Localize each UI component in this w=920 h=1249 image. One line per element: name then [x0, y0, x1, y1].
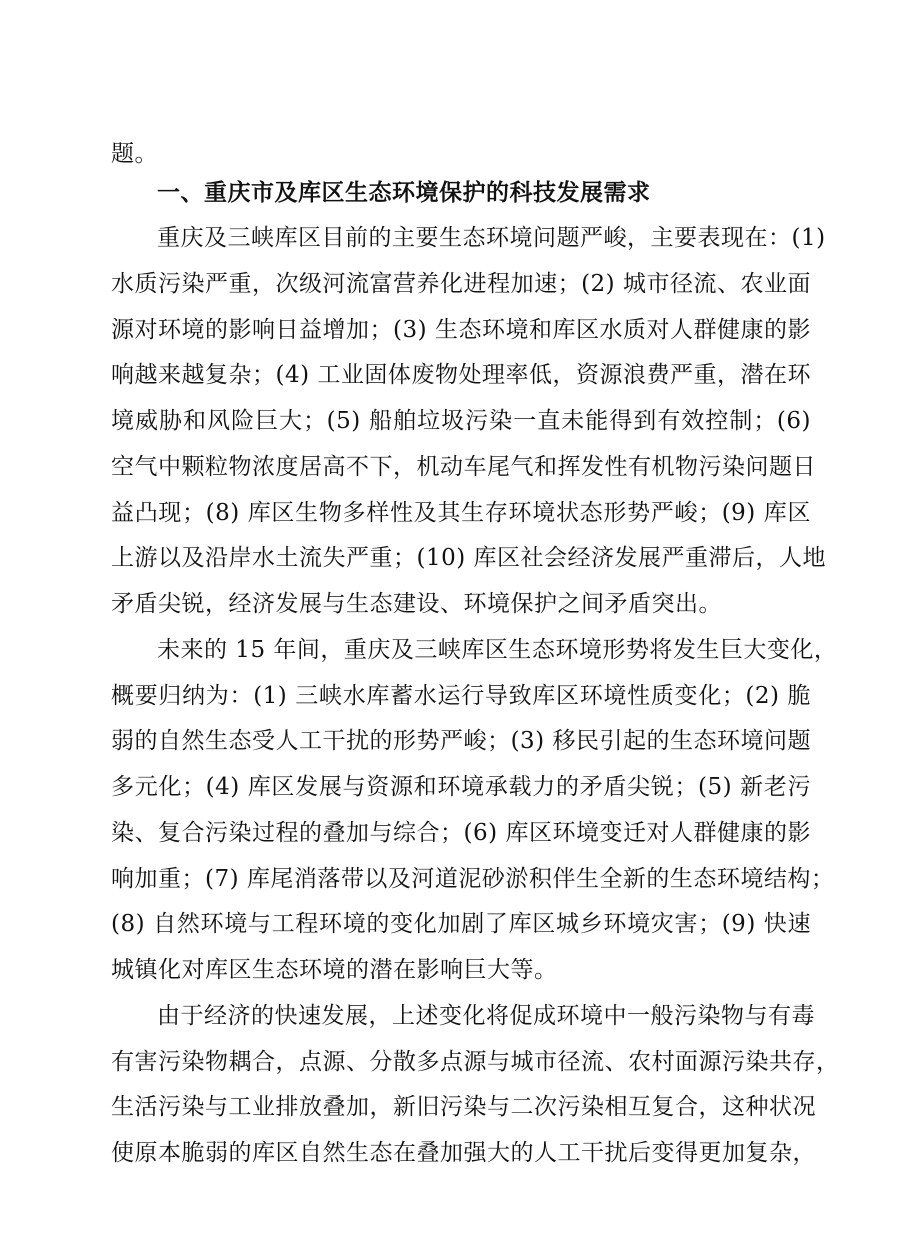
paragraph1-line: 重庆及三峡库区目前的主要生态环境问题严峻，主要表现在：(1) — [157, 225, 826, 251]
paragraph1-line: 响越来越复杂；(4) 工业固体废物处理率低，资源浪费严重，潜在环 — [111, 362, 811, 388]
paragraph2-line: 概要归纳为：(1) 三峡水库蓄水运行导致库区环境性质变化；(2) 脆 — [111, 683, 811, 709]
carryover-line: 题。 — [111, 141, 158, 167]
paragraph2-line: 城镇化对库区生态环境的潜在影响巨大等。 — [111, 957, 558, 983]
paragraph2-line: 多元化；(4) 库区发展与资源和环境承载力的矛盾尖锐；(5) 新老污 — [111, 774, 811, 800]
paragraph3-line: 有害污染物耦合，点源、分散多点源与城市径流、农村面源污染共存， — [111, 1049, 840, 1075]
paragraph1-line: 矛盾尖锐，经济发展与生态建设、环境保护之间矛盾突出。 — [111, 591, 722, 617]
paragraph1-line: 水质污染严重，次级河流富营养化进程加速；(2) 城市径流、农业面 — [111, 271, 811, 297]
paragraph3-line: 生活污染与工业排放叠加，新旧污染与二次污染相互复合，这种状况 — [111, 1094, 816, 1120]
paragraph2-line: 响加重；(7) 库尾消落带以及河道泥砂淤积伴生全新的生态环境结构； — [111, 866, 835, 892]
paragraph1-line: 益凸现；(8) 库区生物多样性及其生存环境状态形势严峻；(9) 库区 — [111, 500, 811, 526]
paragraph2-line: (8) 自然环境与工程环境的变化加剧了库区城乡环境灾害；(9) 快速 — [111, 911, 811, 937]
paragraph3-line: 使原本脆弱的库区自然生态在叠加强大的人工干扰后变得更加复杂， — [111, 1140, 816, 1166]
paragraph1-line: 境威胁和风险巨大；(5) 船舶垃圾污染一直未能得到有效控制；(6) — [111, 408, 811, 434]
paragraph2-line: 染、复合污染过程的叠加与综合；(6) 库区环境变迁对人群健康的影 — [111, 820, 811, 846]
paragraph1-line: 上游以及沿岸水土流失严重；(10) 库区社会经济发展严重滞后，人地 — [111, 545, 827, 571]
paragraph2-line: 弱的自然生态受人工干扰的形势严峻；(3) 移民引起的生态环境问题 — [111, 728, 811, 754]
paragraph1-line: 源对环境的影响日益增加；(3) 生态环境和库区水质对人群健康的影 — [111, 317, 811, 343]
paragraph3-line: 由于经济的快速发展，上述变化将促成环境中一般污染物与有毒 — [157, 1003, 815, 1029]
paragraph2-line: 未来的 15 年间，重庆及三峡库区生态环境形势将发生巨大变化， — [157, 637, 838, 663]
section-heading: 一、重庆市及库区生态环境保护的科技发展需求 — [157, 180, 651, 206]
paragraph1-line: 空气中颗粒物浓度居高不下，机动车尾气和挥发性有机物污染问题日 — [111, 454, 816, 480]
